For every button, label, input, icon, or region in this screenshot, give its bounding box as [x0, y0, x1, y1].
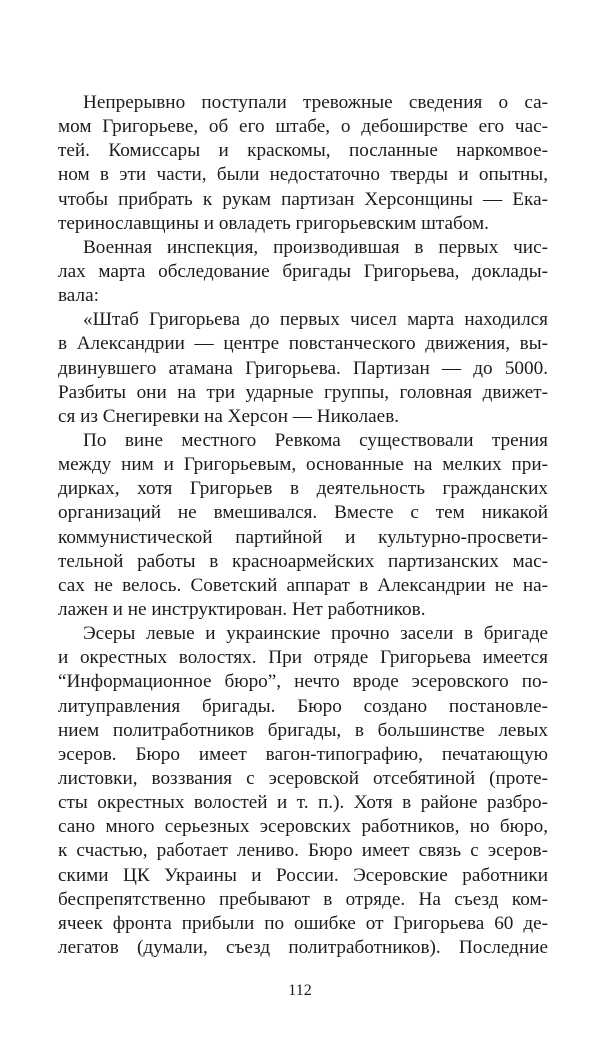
text-line: «Штаб Григорьева до первых чисел марта находился — [83, 309, 548, 331]
text-line: мом Григорьеве, об его штабе, о дебоширстве его час- — [58, 116, 548, 138]
text-line: тей. Комиссары и краскомы, посланные наркомвое- — [58, 140, 548, 162]
paragraph — [58, 91, 548, 236]
page-number: 112 — [288, 982, 312, 999]
text-line: двинувшего атамана Григорьева. Партизан — до 5000. — [58, 357, 548, 379]
text-line: к счастью, работает лениво. Бюро имеет связь с эсеров- — [58, 840, 548, 862]
text-line: тельной работы в красноармейских партизанских мас- — [58, 550, 548, 572]
text-line: литуправления бригады. Бюро создано постановле- — [58, 695, 548, 717]
text-line: ном в эти части, были недостаточно тверды и опытны, — [58, 164, 548, 186]
text-line: лах марта обследование бригады Григорьева, доклады- — [58, 260, 548, 282]
text-line: По вине местного Ревкома существовали трения — [83, 429, 548, 451]
text-line: скими ЦК Украины и России. Эсеровские работники — [58, 864, 548, 886]
text-line: между ним и Григорьевым, основанные на мелких при- — [58, 454, 548, 476]
text-line: организаций не вмешивался. Вместе с тем никакой — [58, 502, 548, 524]
text-line: дирках, хотя Григорьев в деятельность гражданских — [58, 478, 548, 500]
text-line: чтобы прибрать к рукам партизан Херсонщины — Ека- — [58, 188, 548, 210]
text-line: в Александрии — центре повстанческого движения, вы- — [58, 333, 548, 355]
paragraph — [58, 236, 548, 308]
text-line: ся из Снегиревки на Херсон — Николаев. — [58, 405, 400, 427]
text-line: легатов (думали, съезд политработников). Последние — [58, 936, 548, 958]
text-line: эсеров. Бюро имеет вагон-типографию, печатающую — [58, 743, 548, 765]
paragraph — [58, 308, 548, 429]
text-line: ячеек фронта прибыли по ошибке от Григорьева 60 де- — [58, 912, 548, 934]
text-line: Разбиты они на три ударные группы, головная движет- — [58, 381, 548, 403]
text-line: сах не велось. Советский аппарат в Александрии не на- — [58, 574, 548, 596]
text-line: и окрестных волостях. При отряде Григорьева имеется — [58, 647, 548, 669]
text-line: Военная инспекция, производившая в первых чис- — [83, 236, 548, 258]
text-line: теринославщины и овладеть григорьевским штабом. — [58, 212, 489, 234]
text-line: Непрерывно поступали тревожные сведения о са- — [83, 92, 548, 113]
text-line: коммунистической партийной и культурно-просвети- — [58, 526, 548, 548]
text-line: нием политработников бригады, в большинстве левых — [58, 719, 548, 741]
text-line: беспрепятственно пребывают в отряде. На съезд ком- — [58, 888, 548, 910]
text-line: сты окрестных волостей и т. п.). Хотя в районе разбро- — [58, 792, 548, 814]
text-line: “Информационное бюро”, нечто вроде эсеровского по- — [58, 671, 548, 693]
text-line: листовки, воззвания с эсеровской отсебятиной (проте- — [58, 767, 548, 789]
text-line: вала: — [58, 285, 99, 307]
text-line: сано много серьезных эсеровских работников, но бюро, — [58, 816, 548, 838]
body-text — [58, 91, 548, 960]
paragraph — [58, 622, 548, 960]
paragraph — [58, 429, 548, 622]
text-line: лажен и не инструктирован. Нет работников. — [58, 598, 426, 620]
text-line: Эсеры левые и украинские прочно засели в бригаде — [83, 623, 548, 645]
